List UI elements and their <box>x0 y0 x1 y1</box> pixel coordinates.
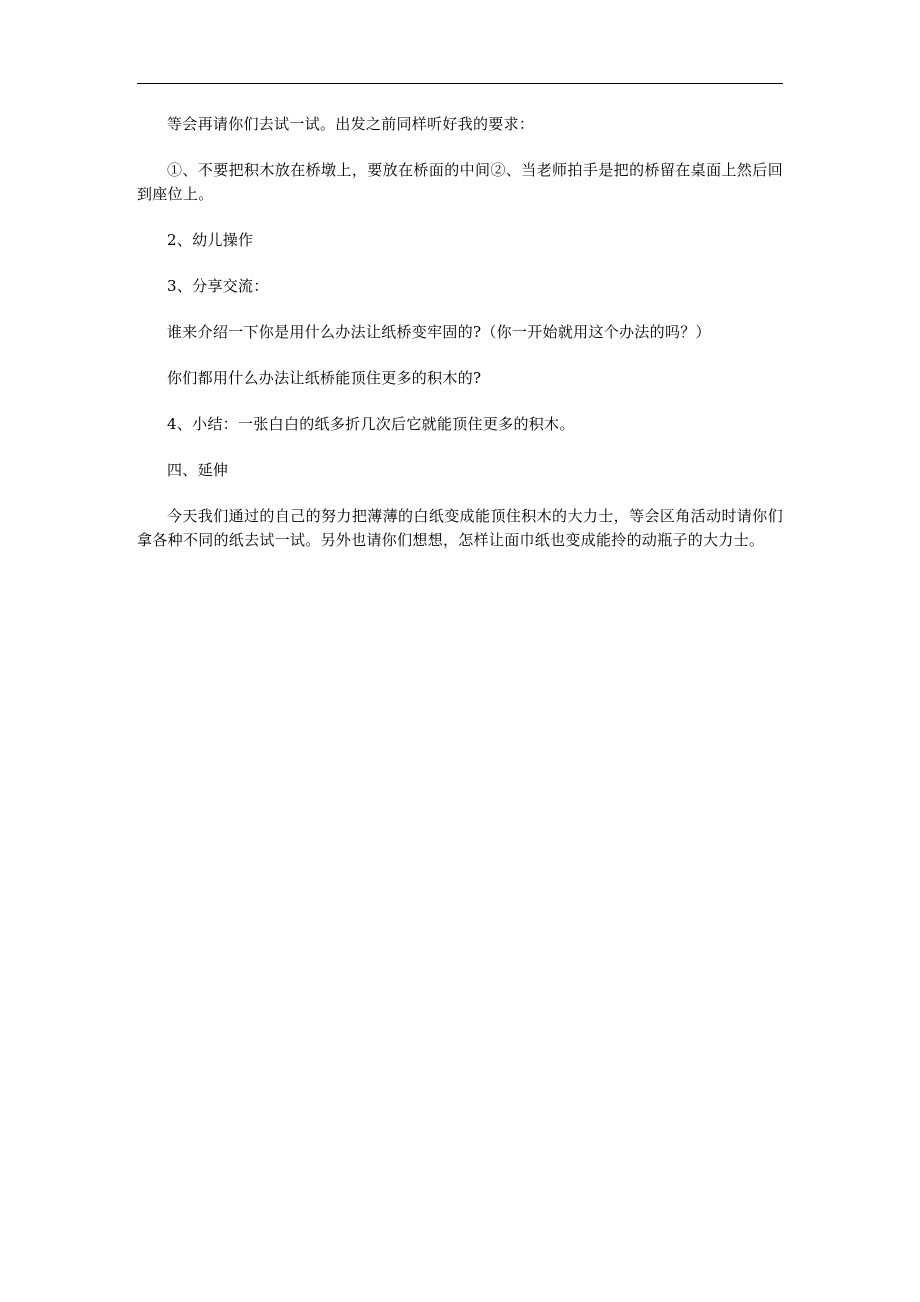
paragraph-extension: 今天我们通过的自己的努力把薄薄的白纸变成能顶住积木的大力士，等会区角活动时请你们拿各种不同的纸去试一试。另外也请你们想想，怎样让面巾纸也变成能拎的动瓶子的大力士。 <box>137 507 783 549</box>
paragraph-requirements-intro: 等会再请你们去试一试。出发之前同样听好我的要求： <box>167 115 535 133</box>
paragraph-requirements-list: ①、不要把积木放在桥墩上，要放在桥面的中间②、当老师拍手是把的桥留在桌面上然后回到座位上。 <box>137 161 783 203</box>
paragraph-summary: 4、小结：一张白白的纸多折几次后它就能顶住更多的积木。 <box>167 415 575 433</box>
header-rule <box>137 83 783 84</box>
paragraph-question-1: 谁来介绍一下你是用什么办法让纸桥变牢固的?（你一开始就用这个办法的吗？） <box>167 323 711 341</box>
paragraph-step-2: 2、幼儿操作 <box>167 231 254 249</box>
document-body <box>137 112 783 574</box>
paragraph-step-3: 3、分享交流： <box>167 277 269 295</box>
section-heading-extension: 四、延伸 <box>167 461 229 479</box>
paragraph-question-2: 你们都用什么办法让纸桥能顶住更多的积木的? <box>167 369 482 387</box>
